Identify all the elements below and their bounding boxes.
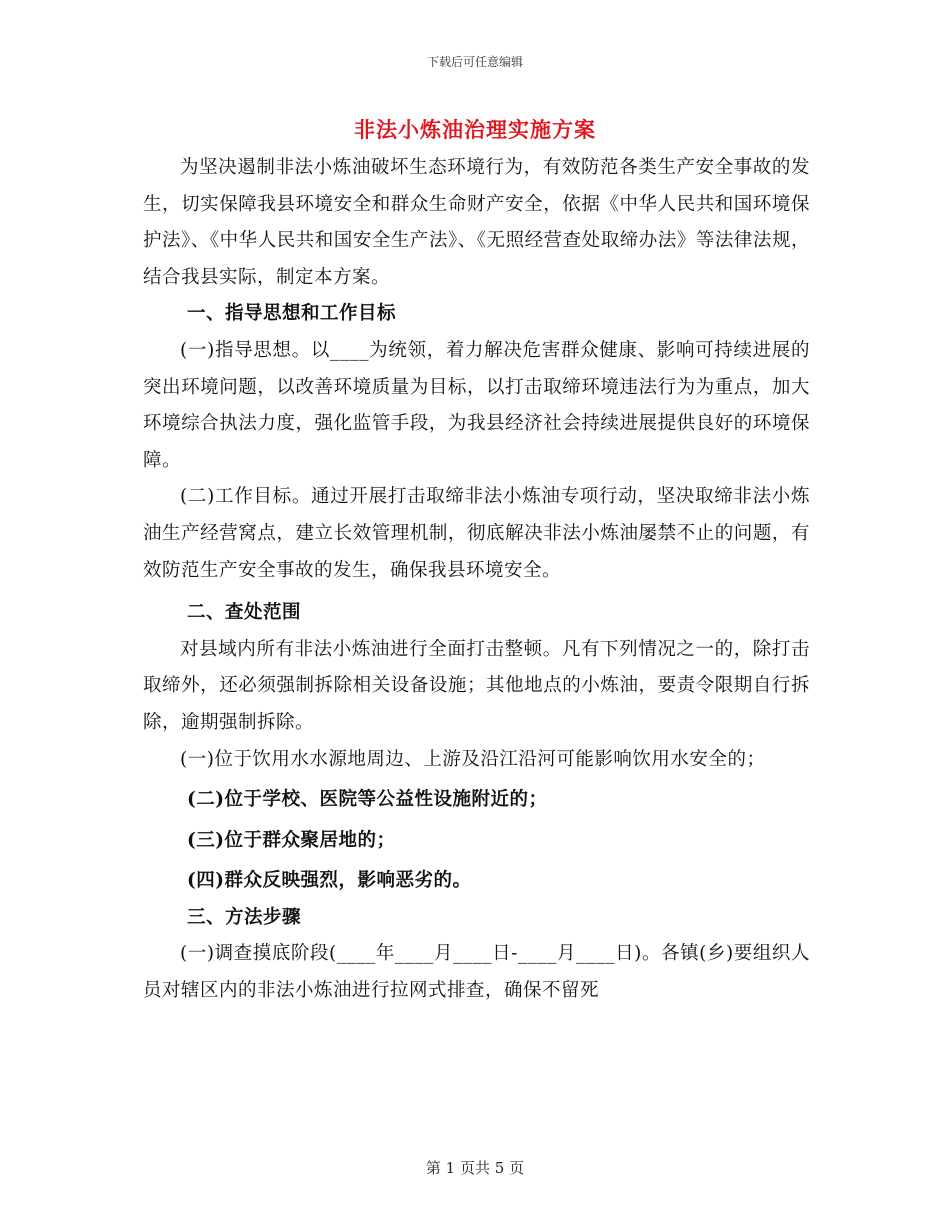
document-body — [143, 150, 810, 1010]
scope-item-1: (一)位于饮用水水源地周边、上游及沿江沿河可能影响饮用水安全的； — [180, 748, 766, 770]
section-heading-1: 一、指导思想和工作目标 — [187, 303, 397, 325]
page-footer-number: 第 1 页共 5 页 — [425, 1159, 525, 1177]
guiding-ideology-paragraph: (一)指导思想。以____为统领，着力解决危害群众健康、影响可持续进展的突出环境问题，以改善环境质量为目标，以打击取缔环境违法行为为重点，加大环境综合执法力度，强化监管手段，为我县经济社会持续进展提供良好的环境保障。 — [143, 339, 810, 471]
scope-paragraph: 对县域内所有非法小炼油进行全面打击整顿。凡有下列情况之一的，除打击取缔外，还必须强制拆除相关设备设施；其他地点的小炼油，要责令限期自行拆除，逾期强制拆除。 — [143, 638, 810, 733]
page-header-note: 下载后可任意编辑 — [426, 55, 523, 69]
section-heading-2: 二、查处范围 — [187, 602, 302, 624]
scope-item-4: (四)群众反映强烈，影响恶劣的。 — [187, 870, 472, 892]
intro-paragraph: 为坚决遏制非法小炼油破坏生态环境行为，有效防范各类生产安全事故的发生，切实保障我县环境安全和群众生命财产安全，依据《中华人民共和国环境保护法》、《中华人民共和国安全生产法》、《无照经营查处取缔办法》等法律法规，结合我县实际，制定本方案。 — [143, 157, 810, 288]
document-title: 非法小炼油治理实施方案 — [354, 117, 596, 142]
scope-item-3: (三)位于群众聚居地的； — [187, 829, 396, 851]
work-goal-paragraph: (二)工作目标。通过开展打击取缔非法小炼油专项行动，坚决取缔非法小炼油生产经营窝点，建立长效管理机制，彻底解决非法小炼油屡禁不止的问题，有效防范生产安全事故的发生，确保我县环境安全。 — [143, 486, 810, 581]
scope-item-2: (二)位于学校、医院等公益性设施附近的； — [187, 789, 548, 811]
survey-stage-paragraph: (一)调查摸底阶段(____年____月____日-____月____日)。各镇(乡)要组织人员对辖区内的非法小炼油进行拉网式排查，确保不留死 — [143, 943, 810, 1002]
section-heading-3: 三、方法步骤 — [187, 906, 302, 928]
